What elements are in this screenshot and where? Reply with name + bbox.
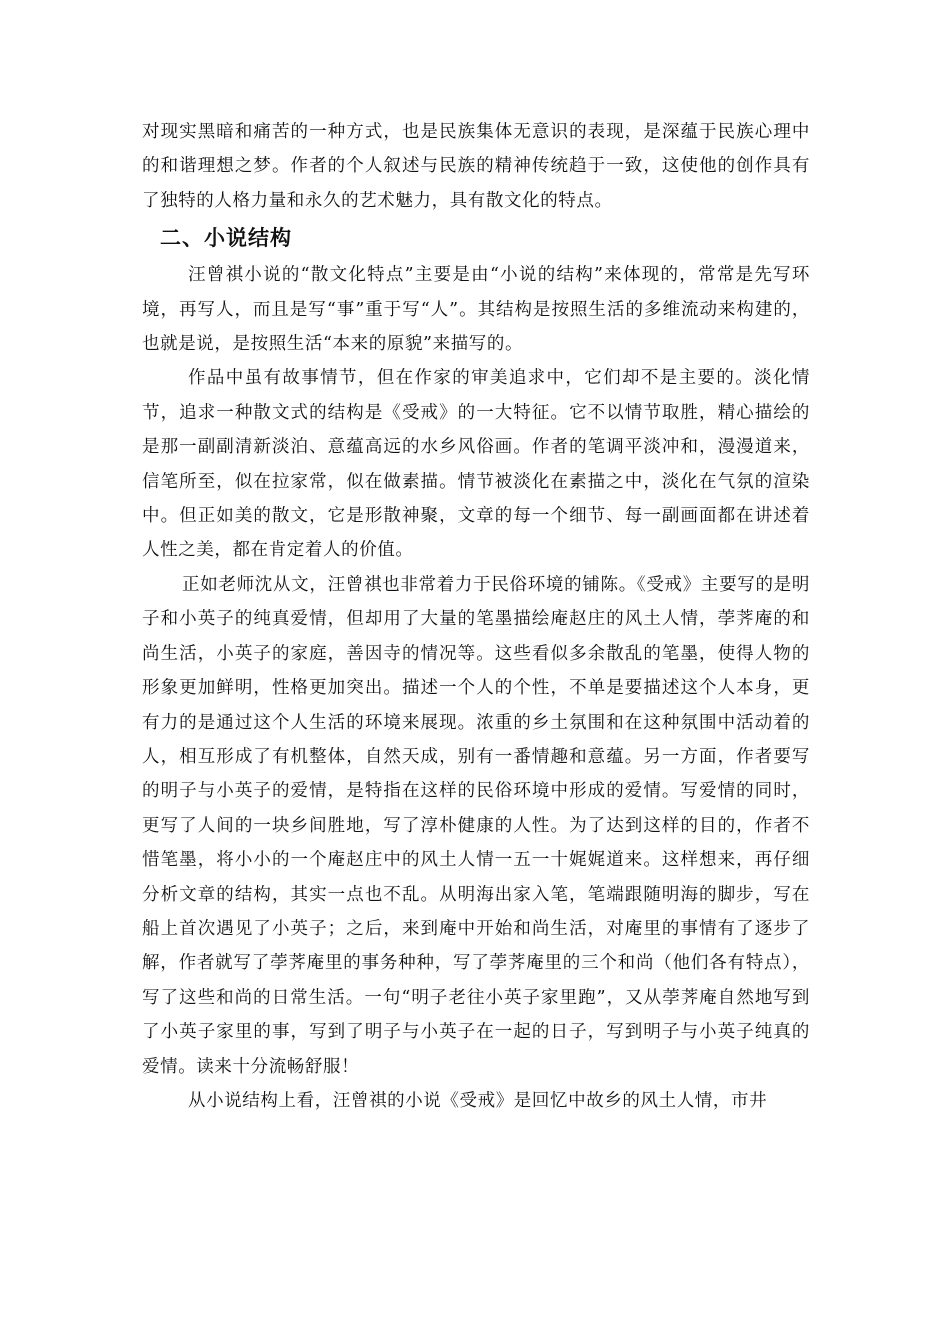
paragraph-plot: 作品中虽有故事情节，但在作家的审美追求中，它们却不是主要的。淡化情节，追求一种散文式的结构是《受戒》的一大特征。它不以情节取胜，精心描绘的是那一副副清新淡泊、意蕴高远的水乡风俗画。作者的笔调平淡冲和，漫漫道来，信笔所至，似在拉家常，似在做素描。情节被淡化在素描之中，淡化在气氛的渲染中。但正如美的散文，它是形散神聚，文章的每一个细节、每一副画面都在讲述着人性之美，都在肯定着人的价值。	[142, 368, 810, 561]
paragraph-structure-summary: 从小说结构上看，汪曾祺的小说《受戒》是回忆中故乡的风土人情，市井	[188, 1090, 768, 1111]
paragraph-structure-intro: 汪曾祺小说的“散文化特点”主要是由“小说的结构”来体现的，常常是先写环境，再写人，而且是写“事”重于写“人”。其结构是按照生活的多维流动来构建的，也就是说，是按照生活“本来的原貌”来描写的。	[142, 265, 810, 355]
section-heading: 二、小说结构	[160, 226, 292, 251]
paragraph-folk-environment: 正如老师沈从文，汪曾祺也非常着力于民俗环境的铺陈。《受戒》主要写的是明子和小英子的纯真爱情，但却用了大量的笔墨描绘庵赵庄的风土人情，荸荠庵的和尚生活，小英子的家庭，善因寺的情况等。这些看似多余散乱的笔墨，使得人物的形象更加鲜明，性格更加突出。描述一个人的个性，不单是要描述这个人本身，更有力的是通过这个人生活的环境来展现。浓重的乡土氛围和在这种氛围中活动着的人，相互形成了有机整体，自然天成，别有一番情趣和意蕴。另一方面，作者要写的明子与小英子的爱情，是特指在这样的民俗环境中形成的爱情。写爱情的同时，更写了人间的一块乡间胜地，写了淳朴健康的人性。为了达到这样的目的，作者不惜笔墨，将小小的一个庵赵庄中的风土人情一五一十娓娓道来。这样想来，再仔细分析文章的结构，其实一点也不乱。从明海出家入笔，笔端跟随明海的脚步，写在船上首次遇见了小英子；之后，来到庵中开始和尚生活，对庵里的事情有了逐步了解，作者就写了荸荠庵里的事务种种，写了荸荠庵里的三个和尚（他们各有特点），写了这些和尚的日常生活。一句“明子老往小英子家里跑”，又从荸荠庵自然地写到了小英子家里的事，写到了明子与小英子在一起的日子，写到明子与小英子纯真的爱情。读来十分流畅舒服！	[142, 574, 810, 1077]
document-page	[142, 115, 810, 1118]
paragraph-continued: 对现实黑暗和痛苦的一种方式，也是民族集体无意识的表现，是深蕴于民族心理中的和谐理想之梦。作者的个人叙述与民族的精神传统趋于一致，这使他的创作具有了独特的人格力量和永久的艺术魅力，具有散文化的特点。	[142, 122, 810, 211]
